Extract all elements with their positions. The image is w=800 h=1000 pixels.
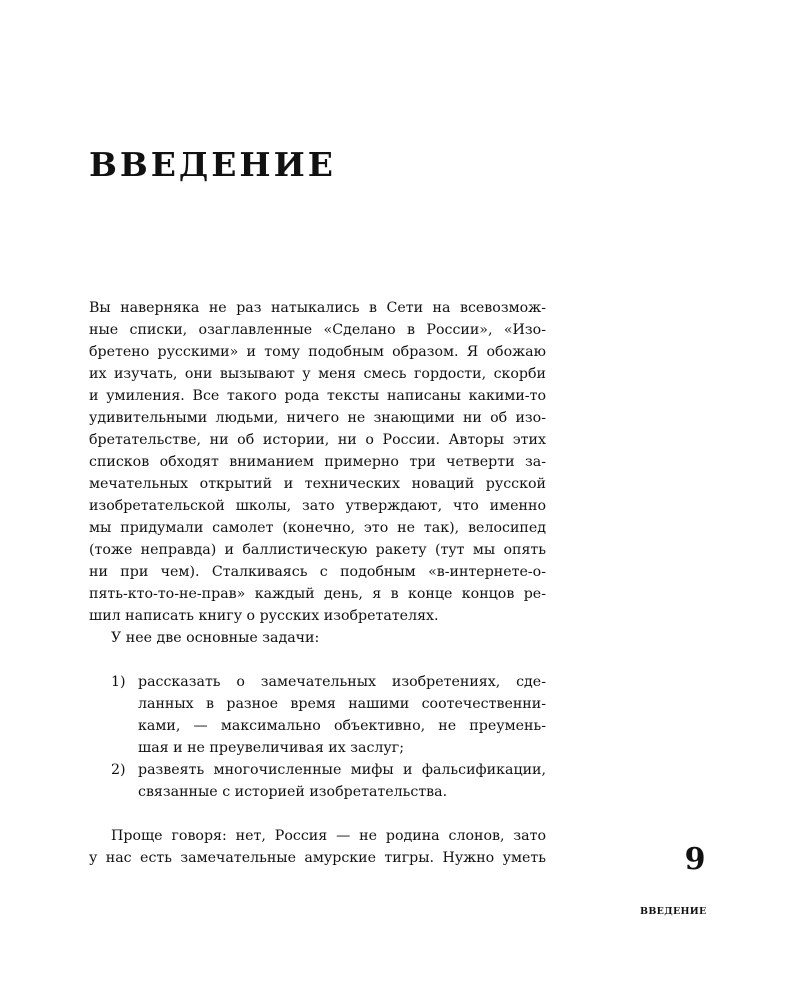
text-line: шая и не преувеличивая их заслуг; [138,740,404,756]
paragraph-2 [89,627,546,649]
spacer [89,803,546,825]
text-line: развеять многочисленные мифы и фальсификации, [138,762,546,778]
running-header: ВВЕДЕНИЕ [640,906,707,917]
spacer [89,649,546,671]
text-line: (тоже неправда) и баллистическую ракету (тут мы опять [89,542,546,558]
text-line: пять-кто-то-не-прав» каждый день, я в конце концов ре- [89,586,546,602]
page-number: 9 [684,842,706,877]
text-line: удивительными людьми, ничего не знающими ни об изо- [89,410,546,426]
text-line: бретательстве, ни об истории, ни о России. Авторы этих [89,432,546,448]
body-text [89,297,546,869]
text-line: ни при чем). Сталкиваясь с подобным «в-интернете-о- [89,564,546,580]
text-line: рассказать о замечательных изобретениях, сде- [138,674,546,690]
text-line: бретено русскими» и тому подобным образом. Я обожаю [89,344,546,360]
chapter-title: ВВЕДЕНИЕ [89,145,336,184]
paragraph-1 [89,297,546,627]
numbered-list [89,671,546,803]
text-line: и умиления. Все такого рода тексты написаны какими-то [89,388,546,404]
text-line: их изучать, они вызывают у меня смесь гордости, скорби [89,366,546,382]
list-marker: 1) [111,674,126,690]
text-line: ланных в разное время нашими соотечественни- [138,696,546,712]
paragraph-3 [89,825,546,869]
text-line: изобретательской школы, зато утверждают, что именно [89,498,546,514]
list-item [89,671,546,759]
text-line: мечательных открытий и технических новаций русской [89,476,546,492]
text-line: у нас есть замечательные амурские тигры. Нужно уметь [89,850,546,866]
text-line: У нее две основные задачи: [111,630,320,646]
list-marker: 2) [111,762,126,778]
text-line: Проще говоря: нет, Россия — не родина слонов, зато [111,828,546,844]
text-line: списков обходят вниманием примерно три четверти за- [89,454,546,470]
text-line: ками, — максимально объективно, не преумень- [138,718,546,734]
text-line: шил написать книгу о русских изобретателях. [89,608,439,624]
text-line: ные списки, озаглавленные «Сделано в России», «Изо- [89,322,546,338]
text-line: Вы наверняка не раз натыкались в Сети на всевозмож- [89,300,546,316]
text-line: мы придумали самолет (конечно, это не так), велосипед [89,520,546,536]
list-item [89,759,546,803]
text-line: связанные с историей изобретательства. [138,784,448,800]
